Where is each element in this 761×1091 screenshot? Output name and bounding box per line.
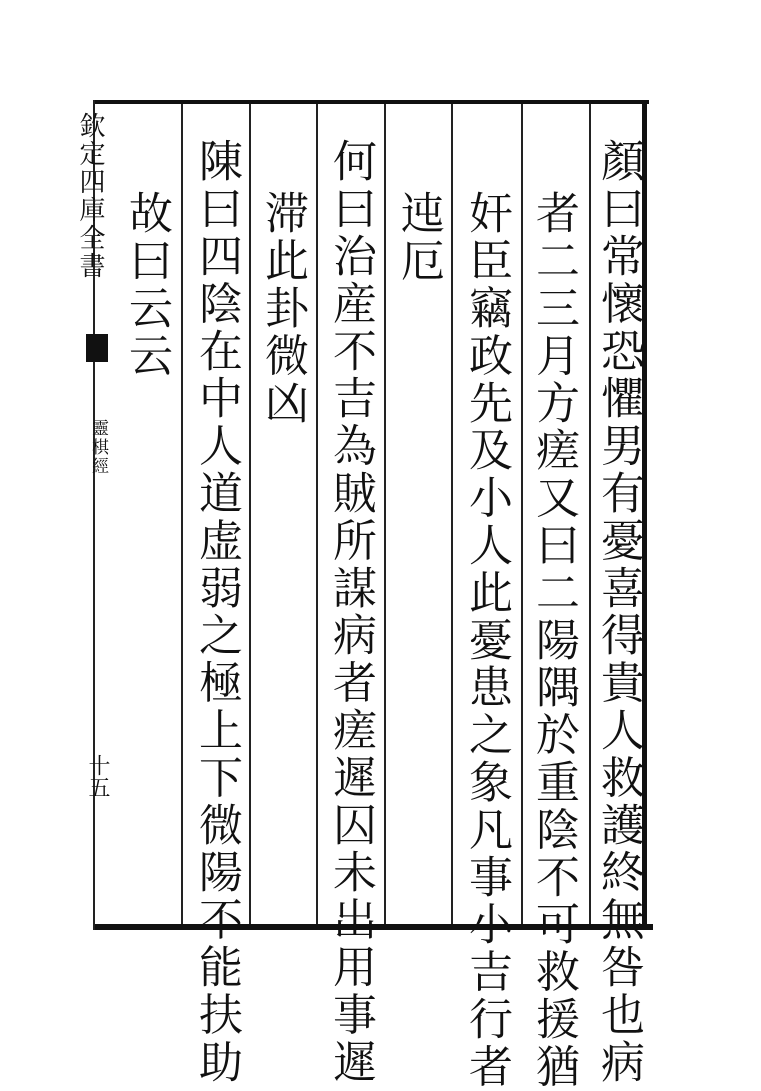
frame-top-border [93, 100, 649, 104]
column-rule [249, 104, 251, 924]
column-rule [451, 104, 453, 924]
text-column: 陳曰四陰在中人道虚弱之極上下微陽不能扶助 [191, 138, 242, 1086]
column-rule [521, 104, 523, 924]
page-number: 十五 [85, 754, 110, 798]
book-title: 欽定四庫全書 [75, 112, 105, 280]
column-rule [181, 104, 183, 924]
column-rule [589, 104, 591, 924]
text-column: 奸臣竊政先及小人此憂患之象凡事小吉行者 [461, 190, 512, 1091]
section-title: 靈棋經 [88, 419, 108, 476]
text-column: 何曰治産不吉為賊所謀病者瘥遲囚未出用事遲 [325, 138, 376, 1086]
text-column: 者二三月方瘥又曰二陽隅於重陰不可救援猶 [528, 190, 579, 1091]
fishtail-mark [86, 334, 108, 362]
column-rule [384, 104, 386, 924]
column-rule [316, 104, 318, 924]
text-column: 迍厄 [393, 190, 444, 285]
text-column: 故曰云云 [121, 190, 172, 380]
text-column: 滞此卦微凶 [257, 190, 308, 427]
text-column: 顏曰常懷恐懼男有憂喜得貴人救護終無咎也病 [593, 138, 644, 1086]
spine-margin [70, 104, 110, 924]
